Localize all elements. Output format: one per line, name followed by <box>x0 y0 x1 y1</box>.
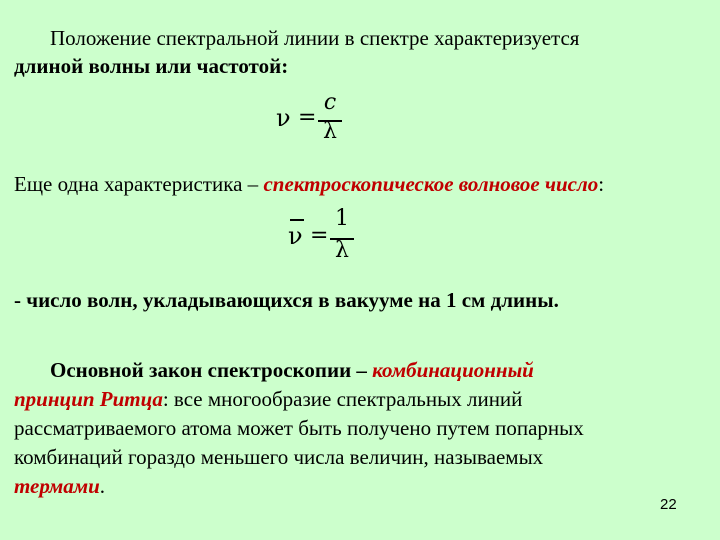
formula-frequency <box>276 92 366 152</box>
term-terms: термами <box>14 474 100 498</box>
paragraph-1-line-1: Положение спектральной линии в спектре характеризуется <box>50 26 580 50</box>
page-number: 22 <box>660 496 677 513</box>
term-ritz-part-1: комбинационный <box>372 358 534 382</box>
formula-2-equals: = <box>310 223 329 248</box>
formula-1-equals: = <box>298 105 317 130</box>
paragraph-4-line-1: Основной закон спектроскопии – комбинационный <box>50 358 534 382</box>
paragraph-4-line-5: термами. <box>14 474 106 498</box>
formula-1-numerator: c <box>323 90 337 115</box>
paragraph-4-line-3: рассматриваемого атома может быть получено путем попарных <box>14 416 584 440</box>
formula-1-denominator: λ <box>323 119 337 144</box>
term-ritz-part-2: принцип Ритца <box>14 387 163 411</box>
term-wavenumber: спектроскопическое волновое число <box>263 172 599 196</box>
formula-2-numerator: 1 <box>335 206 349 231</box>
formula-1-lhs: ν <box>276 104 291 132</box>
formula-2-denominator: λ <box>335 238 349 263</box>
paragraph-4-line-4: комбинаций гораздо меньшего числа величин, называемых <box>14 445 544 469</box>
paragraph-3: - число волн, укладывающихся в вакууме на 1 см длины. <box>14 288 559 312</box>
formula-2-lhs: ν <box>288 222 303 250</box>
paragraph-1-line-2: длиной волны или частотой: <box>14 54 289 78</box>
paragraph-4-line-2: принцип Ритца: все многообразие спектральных линий <box>14 387 523 411</box>
formula-wavenumber <box>288 206 378 270</box>
paragraph-2: Еще одна характеристика – спектроскопическое волновое число: <box>14 172 605 196</box>
formula-2-overbar <box>290 219 304 221</box>
